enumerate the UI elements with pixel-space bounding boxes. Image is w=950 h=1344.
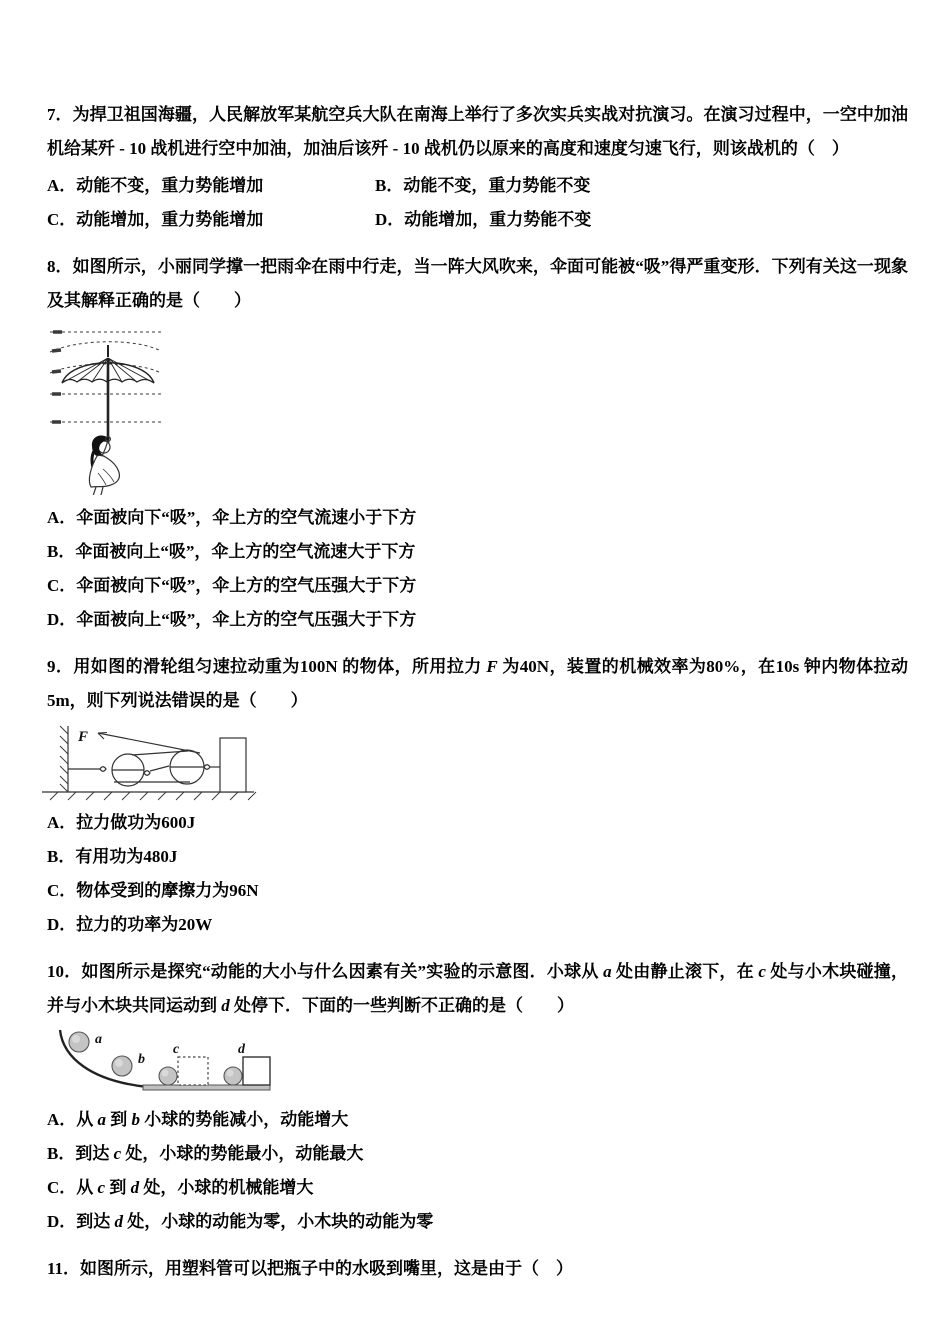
pulley-force-label: F bbox=[78, 729, 89, 745]
question-9-options bbox=[47, 806, 908, 942]
question-9-option-d: D．拉力的功率为20W bbox=[47, 915, 213, 934]
question-8-option-d: D．伞面被向上“吸”，伞上方的空气压强大于下方 bbox=[47, 610, 417, 629]
ramp-label-c: c bbox=[173, 1042, 180, 1057]
question-8-option-b: B．伞面被向上“吸”，伞上方的空气流速大于下方 bbox=[47, 542, 416, 561]
question-7-option-c: C．动能增加，重力势能增加 bbox=[47, 210, 264, 229]
question-7-option-b: B．动能不变，重力势能不变 bbox=[375, 176, 591, 195]
question-8-option-c: C．伞面被向下“吸”，伞上方的空气压强大于下方 bbox=[47, 576, 417, 595]
question-9-stem: 9．用如图的滑轮组匀速拉动重为100N 的物体，所用拉力 F 为40N，装置的机械效率为80%，在10s 钟内物体拉动5m，则下列说法错误的是（ ） bbox=[47, 657, 908, 710]
question-9 bbox=[47, 650, 908, 942]
question-8-option-a: A．伞面被向下“吸”，伞上方的空气流速小于下方 bbox=[47, 508, 417, 527]
question-9-option-c: C．物体受到的摩擦力为96N bbox=[47, 881, 259, 900]
question-7 bbox=[47, 98, 908, 237]
question-7-stem: 7．为捍卫祖国海疆，人民解放军某航空兵大队在南海上举行了多次实兵实战对抗演习。在演习过程中，一空中加油机给某歼 - 10 战机进行空中加油，加油后该歼 - 10 战机仍以原来的高度和速度匀速飞行，则该战机的（ ） bbox=[47, 105, 908, 158]
question-10-option-c: C．从 c 到 d 处，小球的机械能增大 bbox=[47, 1178, 314, 1197]
question-10-options bbox=[47, 1103, 908, 1239]
question-7-option-d: D．动能增加，重力势能不变 bbox=[375, 210, 592, 229]
ramp-label-a: a bbox=[95, 1032, 102, 1047]
question-7-option-a: A．动能不变，重力势能增加 bbox=[47, 176, 264, 195]
umbrella-wind-figure bbox=[48, 325, 170, 495]
question-8-stem: 8．如图所示，小丽同学撑一把雨伞在雨中行走，当一阵大风吹来，伞面可能被“吸”得严重变形．下列有关这一现象及其解释正确的是（ ） bbox=[47, 257, 908, 310]
question-9-option-b: B．有用功为480J bbox=[47, 847, 178, 866]
question-10 bbox=[47, 955, 908, 1239]
ramp-label-b: b bbox=[138, 1052, 145, 1067]
question-8 bbox=[47, 250, 908, 637]
question-10-option-d: D．到达 d 处，小球的动能为零，小木块的动能为零 bbox=[47, 1212, 434, 1231]
question-10-stem: 10．如图所示是探究“动能的大小与什么因素有关”实验的示意图．小球从 a 处由静止滚下，在 c 处与小木块碰撞，并与小木块共同运动到 d 处停下．下面的一些判断不正确的是（ ） bbox=[47, 962, 909, 1015]
ramp-energy-figure bbox=[56, 1029, 274, 1097]
question-7-options bbox=[47, 169, 908, 237]
ramp-label-d: d bbox=[238, 1042, 245, 1057]
question-10-option-b: B．到达 c 处，小球的势能最小，动能最大 bbox=[47, 1144, 364, 1163]
question-11 bbox=[47, 1252, 908, 1286]
question-8-options bbox=[47, 501, 908, 637]
pulley-system-figure bbox=[40, 722, 258, 802]
question-10-option-a: A．从 a 到 b 小球的势能减小，动能增大 bbox=[47, 1110, 349, 1129]
question-11-stem: 11．如图所示，用塑料管可以把瓶子中的水吸到嘴里，这是由于（ ） bbox=[47, 1259, 574, 1278]
question-9-option-a: A．拉力做功为600J bbox=[47, 813, 196, 832]
